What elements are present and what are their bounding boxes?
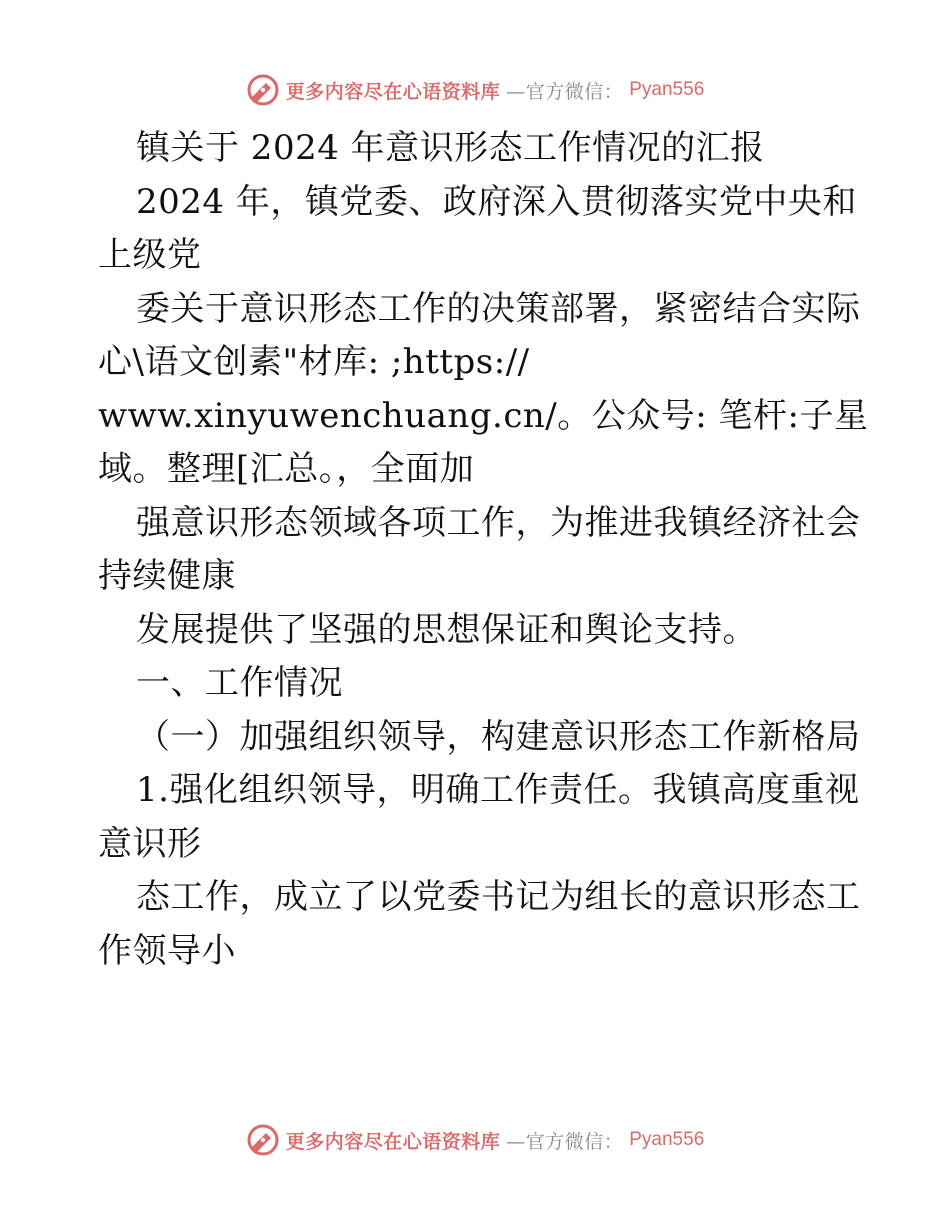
- text-line: 态工作，成立了以党委书记为组长的意识形态工: [136, 877, 861, 917]
- text-line: 域。整理[汇总。，全面加: [98, 449, 475, 489]
- header-wechat-id: Pyan556: [629, 79, 705, 100]
- text-line: 1.强化组织领导，明确工作责任。我镇高度重视: [136, 770, 860, 810]
- footer-wechat-label: —官方微信：: [506, 1130, 624, 1153]
- header-site-text: 更多内容尽在心语资料库: [285, 80, 501, 103]
- text-line: 上级党: [98, 235, 202, 275]
- text-line: 持续健康: [98, 556, 236, 596]
- text-line: 意识形: [98, 823, 202, 864]
- pen-nib-circle-icon: [246, 1123, 280, 1157]
- text-line: 强意识形态领域各项工作，为推进我镇经济社会: [136, 502, 861, 543]
- section-heading: 一、工作情况: [136, 663, 343, 703]
- footer-site-text: 更多内容尽在心语资料库: [285, 1130, 501, 1153]
- text-line: www.xinyuwenchuang.cn/。公众号: 笔杆:子星: [98, 395, 869, 436]
- text-line: 作领导小: [98, 930, 236, 971]
- document-body: [98, 122, 869, 978]
- subsection-heading: （一）加强组织领导，构建意识形态工作新格局: [136, 716, 861, 757]
- header-wechat-label: —官方微信：: [506, 80, 624, 103]
- footer-wechat-id: Pyan556: [629, 1129, 705, 1150]
- document-title: 镇关于 2024 年意识形态工作情况的汇报: [136, 128, 765, 168]
- text-line: 发展提供了坚强的思想保证和舆论支持。: [136, 609, 757, 650]
- text-line: 2024 年，镇党委、政府深入贯彻落实党中央和: [136, 181, 857, 222]
- footer-watermark: [0, 1120, 950, 1160]
- header-watermark: [0, 70, 950, 110]
- text-line: 委关于意识形态工作的决策部署，紧密结合实际: [136, 288, 861, 329]
- text-line: 心\语文创素"材库: ;https://: [98, 342, 530, 382]
- pen-nib-circle-icon: [246, 73, 280, 107]
